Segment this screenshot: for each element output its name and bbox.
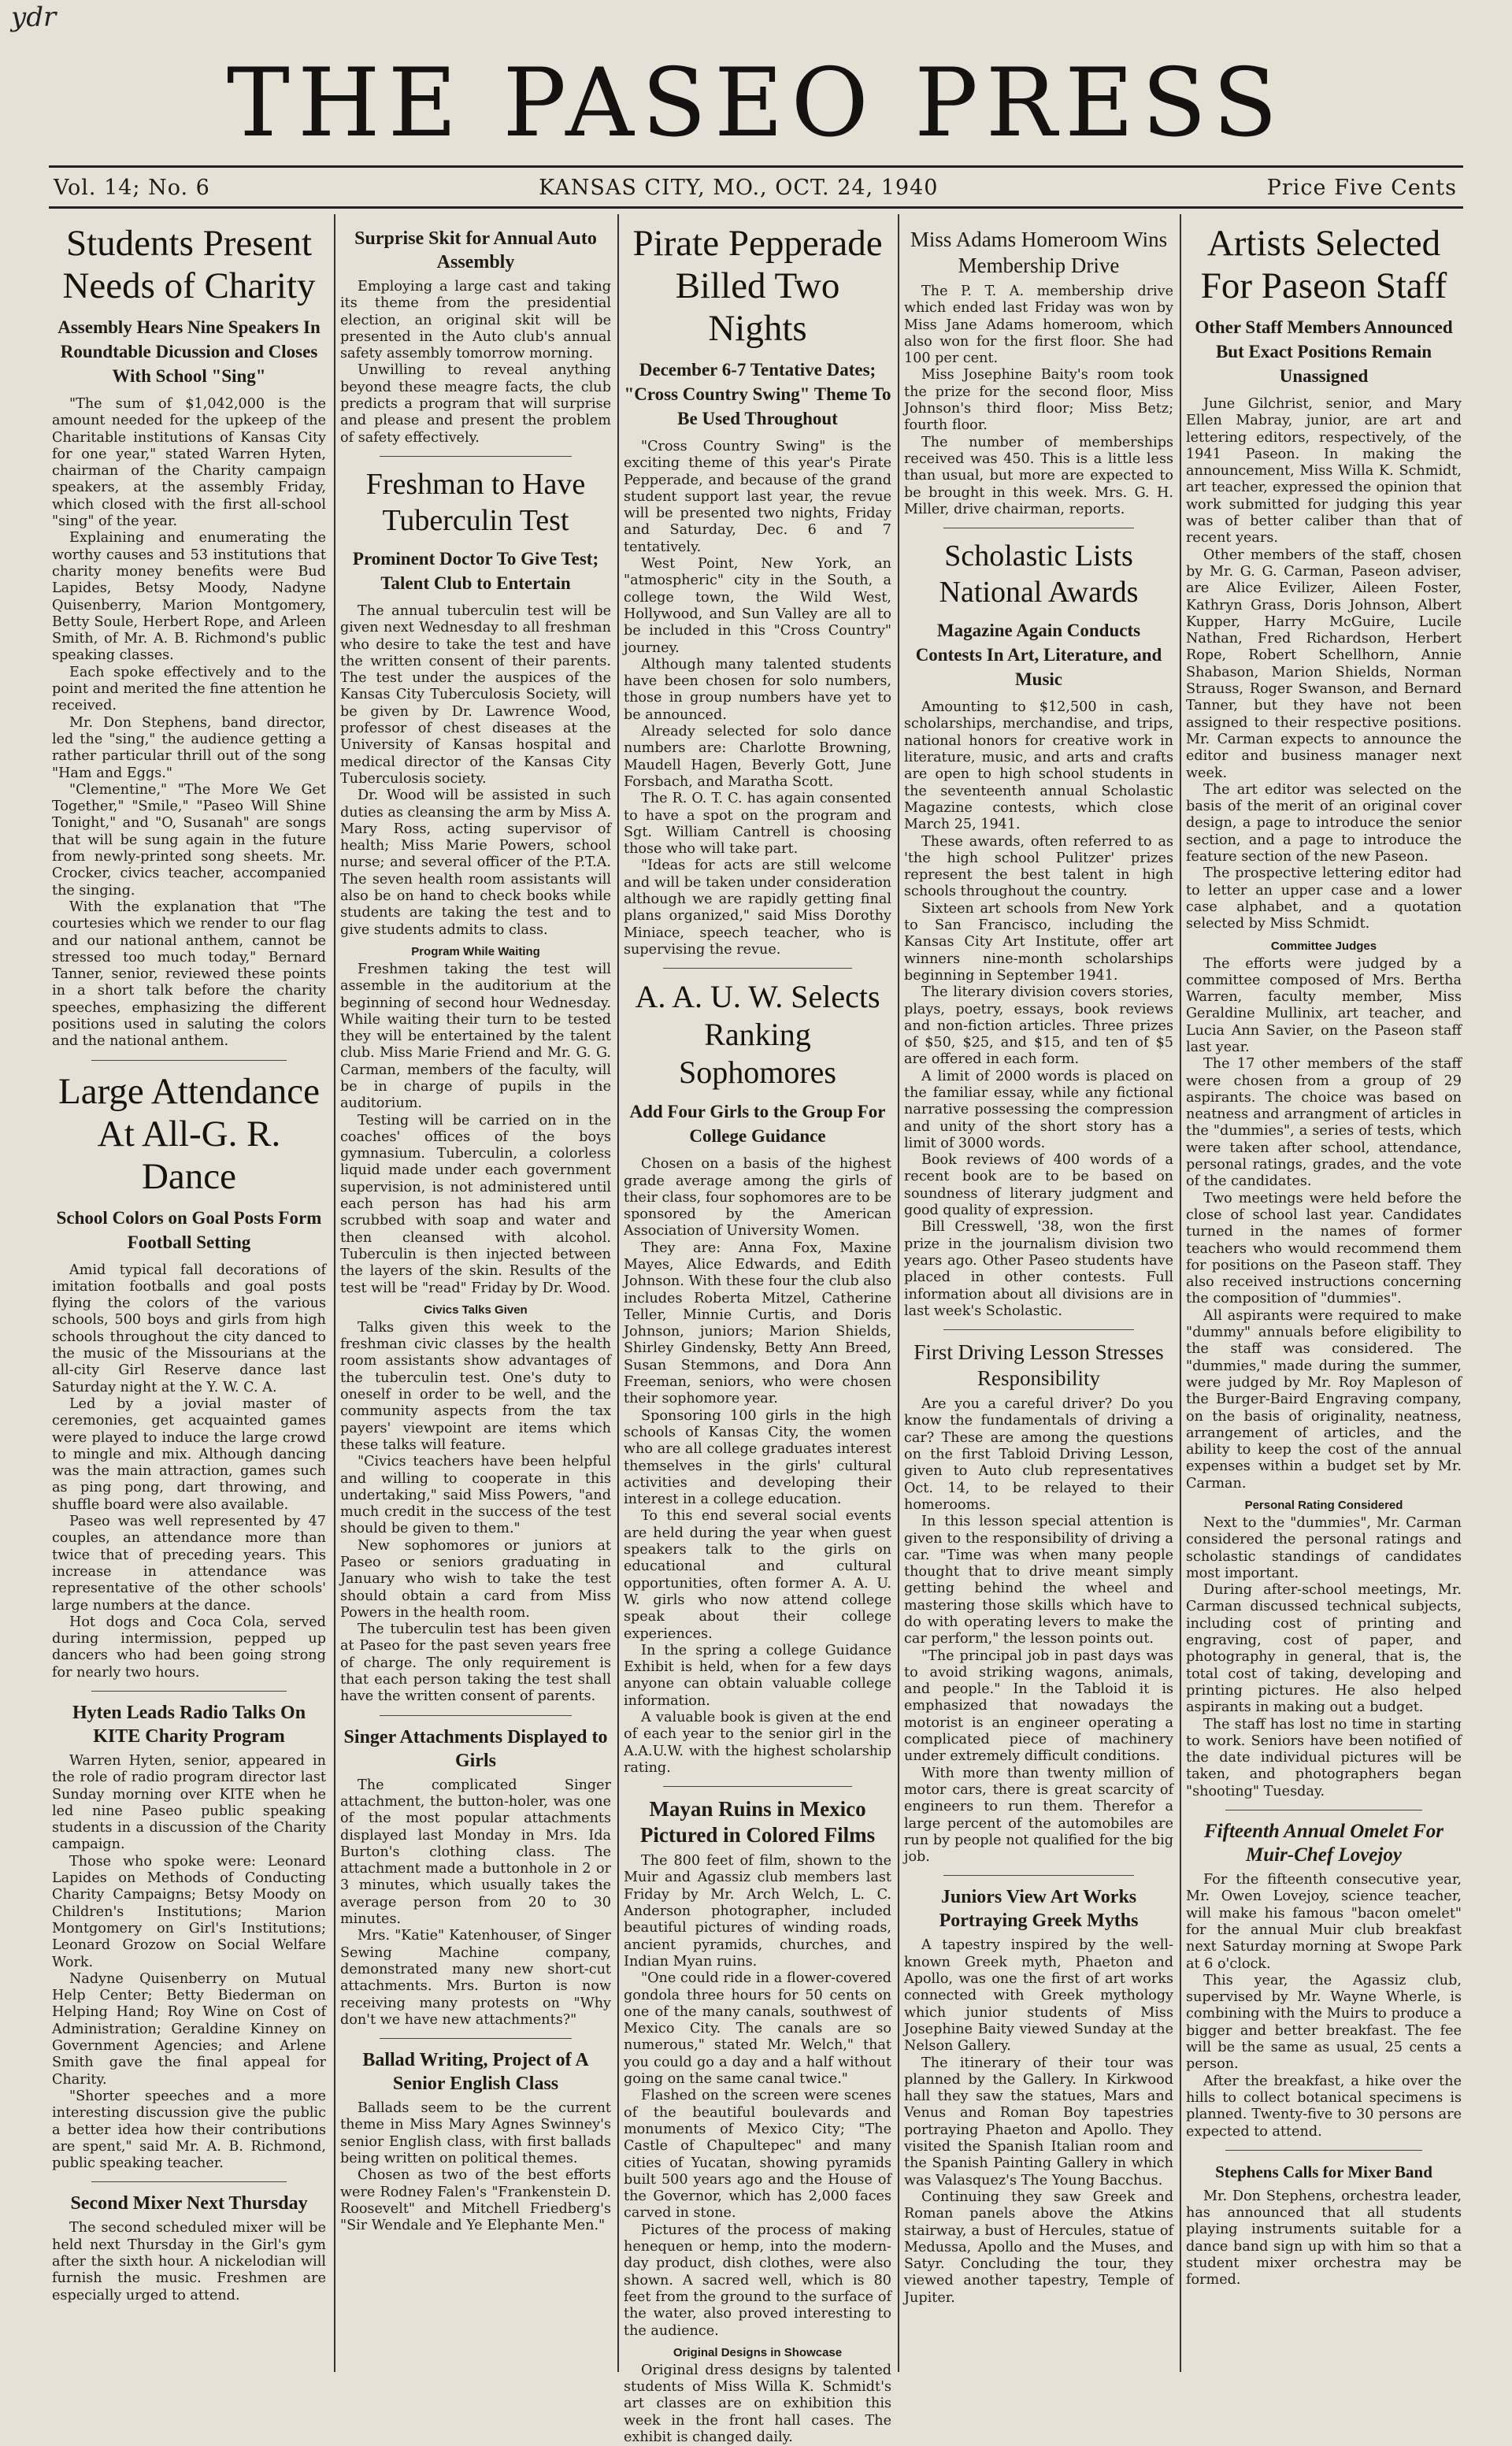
paragraph: The art editor was selected on the basis of the merit of an original cover design, a page to introduce the senior section, and a page to introduce the feature section of the new Paseon. — [1186, 781, 1462, 865]
paragraph: Mr. Don Stephens, band director, led the "sing," the audience getting a rather particular thrill out of the song "Ham and Eggs." — [52, 714, 326, 781]
paragraph: During after-school meetings, Mr. Carman discussed technical subjects, including cost of printing and engraving, cost of paper, and photography in general, that is, the total cost of taking, developing and printing pictures. He also helped aspirants in making out a budget. — [1186, 1582, 1462, 1716]
dateline-bar — [54, 170, 1457, 205]
masthead-rule-bottom — [49, 206, 1463, 209]
headline-paseon-staff: Artists Selected For Paseon Staff — [1200, 223, 1447, 306]
headline-mixer: Second Mixer Next Thursday — [70, 2193, 308, 2214]
paragraph: These awards, often referred to as 'the high school Pulitzer' prizes represent the best talent in high schools throughout the country. — [904, 833, 1173, 900]
paragraph: Bill Cresswell, '38, won the first prize in the journalism division two years ago. Other Paseo students have placed in other contests. Full information about all divisions are in last week's Scholastic. — [904, 1219, 1173, 1319]
paragraph: Chosen on a basis of the highest grade average among the girls of their class, four sophomores are to be sponsored by the American Association of University Women. — [624, 1156, 891, 1240]
headline-gr-dance: Large Attendance At All-G. R. Dance — [58, 1070, 320, 1197]
paragraph: Already selected for solo dance numbers are: Charlotte Browning, Maudell Hagen, Beverly Gott, June Forsbach, and Maratha Scott. — [624, 724, 891, 790]
paragraph: "Clementine," "The More We Get Together," "Smile," "Paseo Will Shine Tonight," and "O, Susanah" are songs that will be sung again in the future from newly-printed song sheets. Mr. Crocker, civics teacher, accompanied the singing. — [52, 781, 326, 899]
column-rule — [1180, 214, 1181, 2372]
paragraph: After the breakfast, a hike over the hills to collect botanical specimens is planned. Twenty-five to 30 persons are expected to attend. — [1186, 2073, 1462, 2140]
headline-ballad: Ballad Writing, Project of A Senior English Class — [362, 2050, 589, 2095]
paragraph: The staff has lost no time in starting to work. Seniors have been notified of the date individual pictures will be taken, and photographers began "shooting" Tuesday. — [1186, 1716, 1462, 1799]
paragraph: With the explanation that "The courtesies which we render to our flag and our national anthem, cannot be stressed too much today," Bernard Tanner, senior, reviewed these points in a short talk before the charity speeches, emphasizing the different positions used in saluting the colors and the national anthem. — [52, 899, 326, 1050]
paragraph: With more than twenty million of motor cars, there is great scarcity of engineers to run them. Therefor a large percent of the automobiles are run by people not qualified for the big job. — [904, 1765, 1173, 1866]
article-divider — [380, 1715, 572, 1716]
paragraph: "Civics teachers have been helpful and willing to cooperate in this undertaking," said Miss Powers, "and much credit in the success of the test should be given to them." — [340, 1454, 611, 1537]
article-divider — [943, 1875, 1134, 1876]
column-4 — [904, 217, 1173, 2367]
paragraph: Amid typical fall decorations of imitation footballs and goal posts flying the colors of the various schools, 500 boys and girls from high schools throughout the city danced to the music of the Missourians at the all-city Girl Reserve dance last Saturday night at the Y. W. C. A. — [52, 1262, 326, 1395]
paragraph: All aspirants were required to make "dummy" annuals before eligibility to the staff was considered. The "dummies," made during the summer, were judged by Mr. Roy Mapleson of the Burger-Baird Engraving company, on the basis of originality, neatness, arrangement of articles, and the ability to keep the cost of the annual expenses within a budget set by Mr. Carman. — [1186, 1307, 1462, 1492]
paragraph: In the spring a college Guidance Exhibit is held, when for a few days anyone can obtain valuable college information. — [624, 1642, 891, 1709]
headline-mayan: Mayan Ruins in Mexico Pictured in Colored Films — [639, 1797, 876, 1847]
paragraph: The complicated Singer attachment, the button-holer, was one of the most popular attachments displayed last Monday in Mrs. Ida Burton's clothing class. The attachment made a buttonhole in 2 or 3 minutes, which usually takes the average person from 20 to 30 minutes. — [340, 1777, 611, 1928]
dateline: KANSAS CITY, MO., OCT. 24, 1940 — [539, 175, 939, 200]
paragraph: Employing a large cast and taking its theme from the presidential election, an original skit will be presented in the Auto club's annual safety assembly tomorrow morning. — [340, 279, 611, 362]
headline-tuberculin: Freshman to Have Tuberculin Test — [365, 467, 586, 537]
paragraph: Sixteen art schools from New York to San Francisco, including the Kansas City Art Institute, offer art winners nine-month scholarships beginning in September 1941. — [904, 900, 1173, 984]
headline-auto-skit: Surprise Skit for Annual Auto Assembly — [354, 228, 597, 272]
article-divider — [1225, 2150, 1422, 2151]
paragraph: "Shorter speeches and a more interesting discussion give the public a better idea how their contributions are spent," said Mr. A. B. Richmond, public speaking teacher. — [52, 2088, 326, 2172]
paragraph: A valuable book is given at the end of each year to the senior girl in the A.A.U.W. with the highest scholarship rating. — [624, 1710, 891, 1776]
paragraph: Flashed on the screen were scenes of the beautiful boulevards and monuments of Mexico City; "The Castle of Chapultepec" and many cities of Yucatan, showing pyramids built 500 years ago and the House of the Governor, which has 2,000 faces carved in stone. — [624, 2088, 891, 2222]
paragraph: Led by a jovial master of ceremonies, get acquainted games were played to induce the large crowd to mingle and mix. Although dancing was the main attraction, games such as ping pong, dart throwing, and shuffle board were also available. — [52, 1395, 326, 1513]
headline-pepperade: Pirate Pepperade Billed Two Nights — [632, 223, 883, 349]
paragraph: The annual tuberculin test will be given next Wednesday to all freshman who desire to take the test and have the written consent of their parents. The test under the auspices of the Kansas City Tuberculosis Society, will be given by Dr. Lawrence Wood, professor of chest diseases at the University of Kansas hospital and medical director of the Kansas City Tuberculosis society. — [340, 602, 611, 787]
paragraph: New sophomores or juniors at Paseo or seniors graduating in January who wish to take the test should obtain a card from Miss Powers in the health room. — [340, 1537, 611, 1621]
column-rule — [617, 214, 619, 2372]
paragraph: Mr. Don Stephens, orchestra leader, has announced that all students playing instruments suitable for a dance band sign up with him so that a student mixer orchestra may be formed. — [1186, 2188, 1462, 2288]
column-1 — [52, 217, 326, 2367]
headline-driving: First Driving Lesson Stresses Responsibility — [914, 1340, 1164, 1391]
section-subhead: Personal Rating Considered — [1244, 1499, 1403, 1512]
paragraph: For the fifteenth consecutive year, Mr. Owen Lovejoy, science teacher, will make his famous "bacon omelet" for the annual Muir club breakfast next Saturday morning at Swope Park at 6 o'clock. — [1186, 1872, 1462, 1972]
headline-singer: Singer Attachments Displayed to Girls — [343, 1726, 608, 1771]
section-subhead: Program While Waiting — [411, 944, 540, 958]
paragraph: Continuing they saw Greek and Roman panels above the Atkins stairway, a bust of Hercules, statue of Medussa, Apollo and the Muses, and Satyr. Concluding the tour, they viewed another tapestry, Temple of Jupiter. — [904, 2188, 1173, 2306]
paragraph: "The principal job in past days was to avoid striking wagons, animals, and people." In the Tabloid it is emphasized that nowadays the motorist is an engineer operating a complicated piece of machinery under extremely difficult conditions. — [904, 1647, 1173, 1765]
paragraph: The efforts were judged by a committee composed of Mrs. Bertha Warren, faculty member, Miss Geraldine Mullinix, art teacher, and Lucia Ann Savier, on the Paseon staff last year. — [1186, 955, 1462, 1055]
paragraph: Warren Hyten, senior, appeared in the role of radio program director last Sunday morning over KITE when he led nine Paseo public speaking students in a discussion of the Charity campaign. — [52, 1753, 326, 1853]
article-divider — [380, 2038, 572, 2039]
paragraph: Hot dogs and Coca Cola, served during intermission, pepped up dancers who had been going strong for nearly two hours. — [52, 1614, 326, 1681]
paragraph: Each spoke effectively and to the point and merited the fine attention he received. — [52, 664, 326, 714]
headline-omelet: Fifteenth Annual Omelet For Muir-Chef Lovejoy — [1204, 1821, 1443, 1866]
headline-scholastic: Scholastic Lists National Awards — [939, 539, 1139, 610]
paragraph: "One could ride in a flower-covered gondola three hours for 50 cents on one of the many canals, southwest of Mexico City. The canals are so numerous," stated Mr. Welch," that you could go a day and a half without going on the same canal twice." — [624, 1970, 891, 2088]
headline-radio-talks: Hyten Leads Radio Talks On KITE Charity Program — [72, 1703, 306, 1747]
price: Price Five Cents — [1266, 175, 1457, 200]
column-2 — [340, 217, 611, 2367]
paragraph: Although many talented students have been chosen for solo numbers, those in group numbers have yet to be announced. — [624, 656, 891, 723]
paragraph: The second scheduled mixer will be held next Thursday in the Girl's gym after the sixth hour. A nickelodian will furnish the music. Freshmen are especially urged to attend. — [52, 2220, 326, 2303]
subhead-charity: Assembly Hears Nine Speakers In Roundtable Dicussion and Closes With School "Sing" — [57, 317, 321, 386]
paragraph: Miss Josephine Baity's room took the prize for the second floor, Miss Johnson's third floor; Miss Betz; fourth floor. — [904, 367, 1173, 434]
column-5 — [1186, 217, 1462, 2367]
paragraph: The literary division covers stories, plays, poetry, essays, book reviews and non-fiction articles. Three prizes of $50, $25, and $15, and ten of $5 are offered in each form. — [904, 984, 1173, 1068]
paragraph: Those who spoke were: Leonard Lapides on Methods of Conducting Charity Campaigns; Betsy Moody on Children's Institutions; Marion Montgomery on Girl's Institutions; Leonard Grozow on Social Welfare Work. — [52, 1853, 326, 1970]
paragraph: The 17 other members of the staff were chosen from a group of 29 aspirants. The choice was based on neatness and arrangment of articles in the "dummies", a series of tests, which were taken after school, attendance, personal ratings, grades, and the vote of the candidates. — [1186, 1056, 1462, 1190]
subhead-paseon-staff: Other Staff Members Announced But Exact Positions Remain Unassigned — [1195, 317, 1453, 386]
paragraph: Original dress designs by talented students of Miss Willa K. Schmidt's art classes are on exhibition this week in the front hall cases. The exhibit is changed daily. — [624, 2362, 891, 2445]
subhead-aauw: Add Four Girls to the Group For College Guidance — [629, 1102, 886, 1147]
paragraph: Unwilling to reveal anything beyond these meagre facts, the club predicts a program that will surprise and please and present the problem of safety effectively. — [340, 362, 611, 446]
paragraph: The number of memberships received was 450. This is a little less than usual, but more are expected to be brought in this week. Mrs. G. H. Miller, drive chairman, reports. — [904, 434, 1173, 517]
headline-membership: Miss Adams Homeroom Wins Membership Drive — [910, 228, 1168, 277]
subhead-tuberculin: Prominent Doctor To Give Test; Talent Club to Entertain — [352, 548, 599, 593]
paragraph: Mrs. "Katie" Katenhouser, of Singer Sewing Machine company, demonstrated many new short-cut attachments. Mrs. Burton is now receiving many protests on "Why don't we have new attachments?" — [340, 1928, 611, 2028]
paragraph: Are you a careful driver? Do you know the fundamentals of driving a car? These are among the questions on the first Tabloid Driving Lesson, given to Auto club representatives Oct. 14, to be relayed to their homerooms. — [904, 1396, 1173, 1513]
paragraph: Testing will be carried on in the coaches' offices of the boys gymnasium. Tuberculin, a colorless liquid made under each government supervision, is not administered until each person has had his arm scrubbed with soap and water and then cleansed with alcohol. Tuberculin is then injected between the layers of the skin. Results of the test will be "read" Friday by Dr. Wood. — [340, 1112, 611, 1296]
article-divider — [91, 1060, 287, 1061]
paragraph: Other members of the staff, chosen by Mr. G. G. Carman, Paseon adviser, are Alice Evilizer, Aileen Foster, Kathryn Grass, Doris Johnson, Albert Kupper, Harry McGuire, Lucile Nathan, Fred Richardson, Herbert Rope, Robert Schellhorn, Annie Shabason, Marion Shields, Norman Strauss, Roger Swanson, and Bernard Tanner, but they have not been assigned to their respective positions. Mr. Carman expects to announce the editor and business manager next week. — [1186, 547, 1462, 781]
paragraph: They are: Anna Fox, Maxine Mayes, Alice Edwards, and Edith Johnson. With these four the club also includes Roberta Mitzel, Catherine Teller, Minnie Curtis, and Doris Johnson, juniors; Marion Shields, Shirley Gindensky, Betty Ann Breed, Susan Stemmons, and Dora Ann Freeman, seniors, who were chosen their sophomore year. — [624, 1240, 891, 1407]
headline-aauw: A. A. U. W. Selects Ranking Sophomores — [635, 979, 880, 1091]
column-rule — [334, 214, 335, 2372]
article-divider — [91, 1691, 287, 1692]
paragraph: Freshmen taking the test will assemble in the auditorium at the beginning of second hour Wednesday. While waiting their turn to be tested they will be entertained by the talent club. Miss Marie Friend and Mr. G. G. Carman, members of the faculty, will be in charge of pupils in the auditorium. — [340, 961, 611, 1112]
paragraph: The itinerary of their tour was planned by the Gallery. In Kirkwood hall they saw the statues, Mars and Venus and Roman Boy tapestries portraying Phaeton and Apollo. They visited the Spanish Italian room and the Spanish Painting Gallery in which was Valasquez's The Young Bacchus. — [904, 2055, 1173, 2188]
paragraph: Book reviews of 400 words of a recent book are to be based on soundness of literary judgment and good quality of expression. — [904, 1152, 1173, 1219]
paragraph: West Point, New York, an "atmospheric" city in the South, a college town, the Wild West, Hollywood, and Sun Valley are all to be included in this "Cross Country" journey. — [624, 556, 891, 656]
paragraph: To this end several social events are held during the year when guest speakers talk to the girls on educational and cultural opportunities, often former A. A. U. W. girls who now attend college speak about their college experiences. — [624, 1508, 891, 1642]
section-subhead: Committee Judges — [1270, 939, 1377, 953]
column-3 — [624, 217, 891, 2445]
subhead-scholastic: Magazine Again Conducts Contests In Art, Literature, and Music — [915, 621, 1162, 690]
subhead-pepperade: December 6-7 Tentative Dates; "Cross Country Swing" Theme To Be Used Throughout — [624, 360, 891, 428]
paragraph: Nadyne Quisenberry on Mutual Help Center; Betty Biederman on Helping Hand; Roy Wine on Cost of Administration; Geraldine Kinney on Government Agencies; and Arlene Smith gave the final appeal for Charity. — [52, 1970, 326, 2088]
masthead-title: THE PASEO PRESS — [226, 49, 1286, 158]
paragraph: Dr. Wood will be assisted in such duties as cleansing the arm by Miss A. Mary Ross, acting supervisor of health; Miss Marie Powers, school nurse; and several officer of the P.T.A. The seven health room assistants will also be on hand to check books while students are taking the test and to give students admits to class. — [340, 788, 611, 938]
paragraph: The tuberculin test has been given at Paseo for the past seven years free of charge. The only requirement is that each person taking the test shall have the written consent of parents. — [340, 1621, 611, 1705]
paragraph: The prospective lettering editor had to letter an upper case and a lower case alphabet, and a quotation selected by Miss Schmidt. — [1186, 865, 1462, 932]
paragraph: "The sum of $1,042,000 is the amount needed for the upkeep of the Charitable institutions of Kansas City for one year," stated Warren Hyten, chairman of the Charity campaign speakers, at the assembly Friday, which closed with the first all-school "sing" of the year. — [52, 396, 326, 530]
paragraph: Chosen as two of the best efforts were Rodney Falen's "Frankenstein D. Roosevelt" and Mitchell Friedberg's "Sir Wendale and Ye Elephante Men." — [340, 2167, 611, 2234]
paragraph: The R. O. T. C. has again consented to have a spot on the program and Sgt. William Cantrell is choosing those who will take part. — [624, 791, 891, 858]
article-divider — [91, 2181, 287, 2182]
paragraph: This year, the Agassiz club, supervised by Mr. Wayne Wherle, is combining with the Muirs to produce a bigger and better breakfast. The fee will be the same as usual, 25 cents a person. — [1186, 1972, 1462, 2073]
subhead-gr-dance: School Colors on Goal Posts Form Football Setting — [56, 1207, 322, 1252]
article-divider — [663, 968, 852, 969]
paragraph: Ballads seem to be the current theme in Miss Mary Agnes Swinney's senior English class, with first ballads being written on political themes. — [340, 2100, 611, 2167]
headline-charity: Students Present Needs of Charity — [62, 223, 316, 306]
article-divider — [943, 1329, 1134, 1330]
headline-art-works: Juniors View Art Works Portraying Greek Myths — [939, 1887, 1139, 1932]
paragraph: The P. T. A. membership drive which ended last Friday was won by Miss Jane Adams homeroom, which also won for the first floor. She had 100 per cent. — [904, 284, 1173, 367]
volume-number: Vol. 14; No. 6 — [54, 175, 210, 200]
article-divider — [380, 456, 572, 457]
section-subhead: Original Designs in Showcase — [673, 2345, 843, 2359]
paragraph: In this lesson special attention is given to the responsibility of driving a car. "Time was when many people thought that to drive meant simply getting behind the wheel and mastering those skills which have to do with operating levers to make the car perform," the lesson points out. — [904, 1514, 1173, 1647]
masthead-rule-top — [49, 165, 1463, 168]
section-subhead: Civics Talks Given — [424, 1303, 528, 1317]
paragraph: A tapestry inspired by the well-known Greek myth, Phaeton and Apollo, was one the first of art works connected with Greek mythology which junior students of Miss Josephine Baity viewed Sunday at the Nelson Gallery. — [904, 1937, 1173, 2055]
article-divider — [663, 1786, 852, 1787]
paragraph: Two meetings were held before the close of school last year. Candidates turned in the names of former teachers who would recommend them for positions on the Paseon staff. They also received instructions concerning the composition of "dummies". — [1186, 1190, 1462, 1307]
paragraph: June Gilchrist, senior, and Mary Ellen Mabray, junior, are art and lettering editors, respectively, of the 1941 Paseon. In making the announcement, Miss Willa K. Schmidt, art teacher, expressed the opinion that work submitted for judging this year was of better caliber than that of recent years. — [1186, 396, 1462, 547]
paragraph: "Ideas for acts are still welcome and will be taken under consideration although we are rapidly getting final plans organized," said Miss Dorothy Miniace, speech teacher, who is supervising the revue. — [624, 858, 891, 958]
paragraph: The 800 feet of film, shown to the Muir and Agassiz club members last Friday by Mr. Arch Welch, L. C. Anderson photographer, included beautiful pictures of winding roads, ancient pyramids, churches, and Indian Myan ruins. — [624, 1853, 891, 1970]
paragraph: Sponsoring 100 girls in the high schools of Kansas City, the women who are all college graduates interest themselves in the girls' cultural activities and developing their interest in a college education. — [624, 1407, 891, 1508]
paragraph: Explaining and enumerating the worthy causes and 53 institutions that charity money benefits were Bud Lapides, Betsy Moody, Nadyne Quisenberry, Marion Montgomery, Betty Soule, Herbert Rope, and Arleen Smith, of Mr. A. B. Richmond's public speaking classes. — [52, 530, 326, 664]
column-rule — [898, 214, 899, 2372]
margin-handwriting: ydr — [11, 2, 57, 33]
paragraph: Next to the "dummies", Mr. Carman considered the personal ratings and scholastic standings of candidates most important. — [1186, 1515, 1462, 1581]
paragraph: "Cross Country Swing" is the exciting theme of this year's Pirate Pepperade, and because of the grand student support last year, the revue will be presented two nights, Friday and Saturday, Dec. 6 and 7 tentatively. — [624, 439, 891, 555]
paragraph: A limit of 2000 words is placed on the familiar essay, while any fictional narrative possessing the compression and unity of the short story has a limit of 3000 words. — [904, 1068, 1173, 1151]
paragraph: Amounting to $12,500 in cash, scholarships, merchandise, and trips, national honors for creative work in literature, music, and arts and crafts are open to high school students in the seventeenth annual Scholastic Magazine contests, which close March 25, 1941. — [904, 699, 1173, 833]
headline-mixer-band: Stephens Calls for Mixer Band — [1215, 2162, 1432, 2181]
paragraph: Talks given this week to the freshman civic classes by the health room assistants show advantages of the tuberculin test. One's duty to oneself in order to be well, and the community aspects from the tax payers' viewpoint are items which these talks will feature. — [340, 1319, 611, 1453]
paragraph: Pictures of the process of making henequen or hemp, into the modern-day product, dish clothes, were also shown. A sacred well, which is 80 feet from the ground to the surface of the water, also proved interesting to the audience. — [624, 2222, 891, 2339]
paragraph: Paseo was well represented by 47 couples, an attendance more than twice that of preceding years. This increase in attendance was representative of the other schools' large numbers at the dance. — [52, 1514, 326, 1614]
